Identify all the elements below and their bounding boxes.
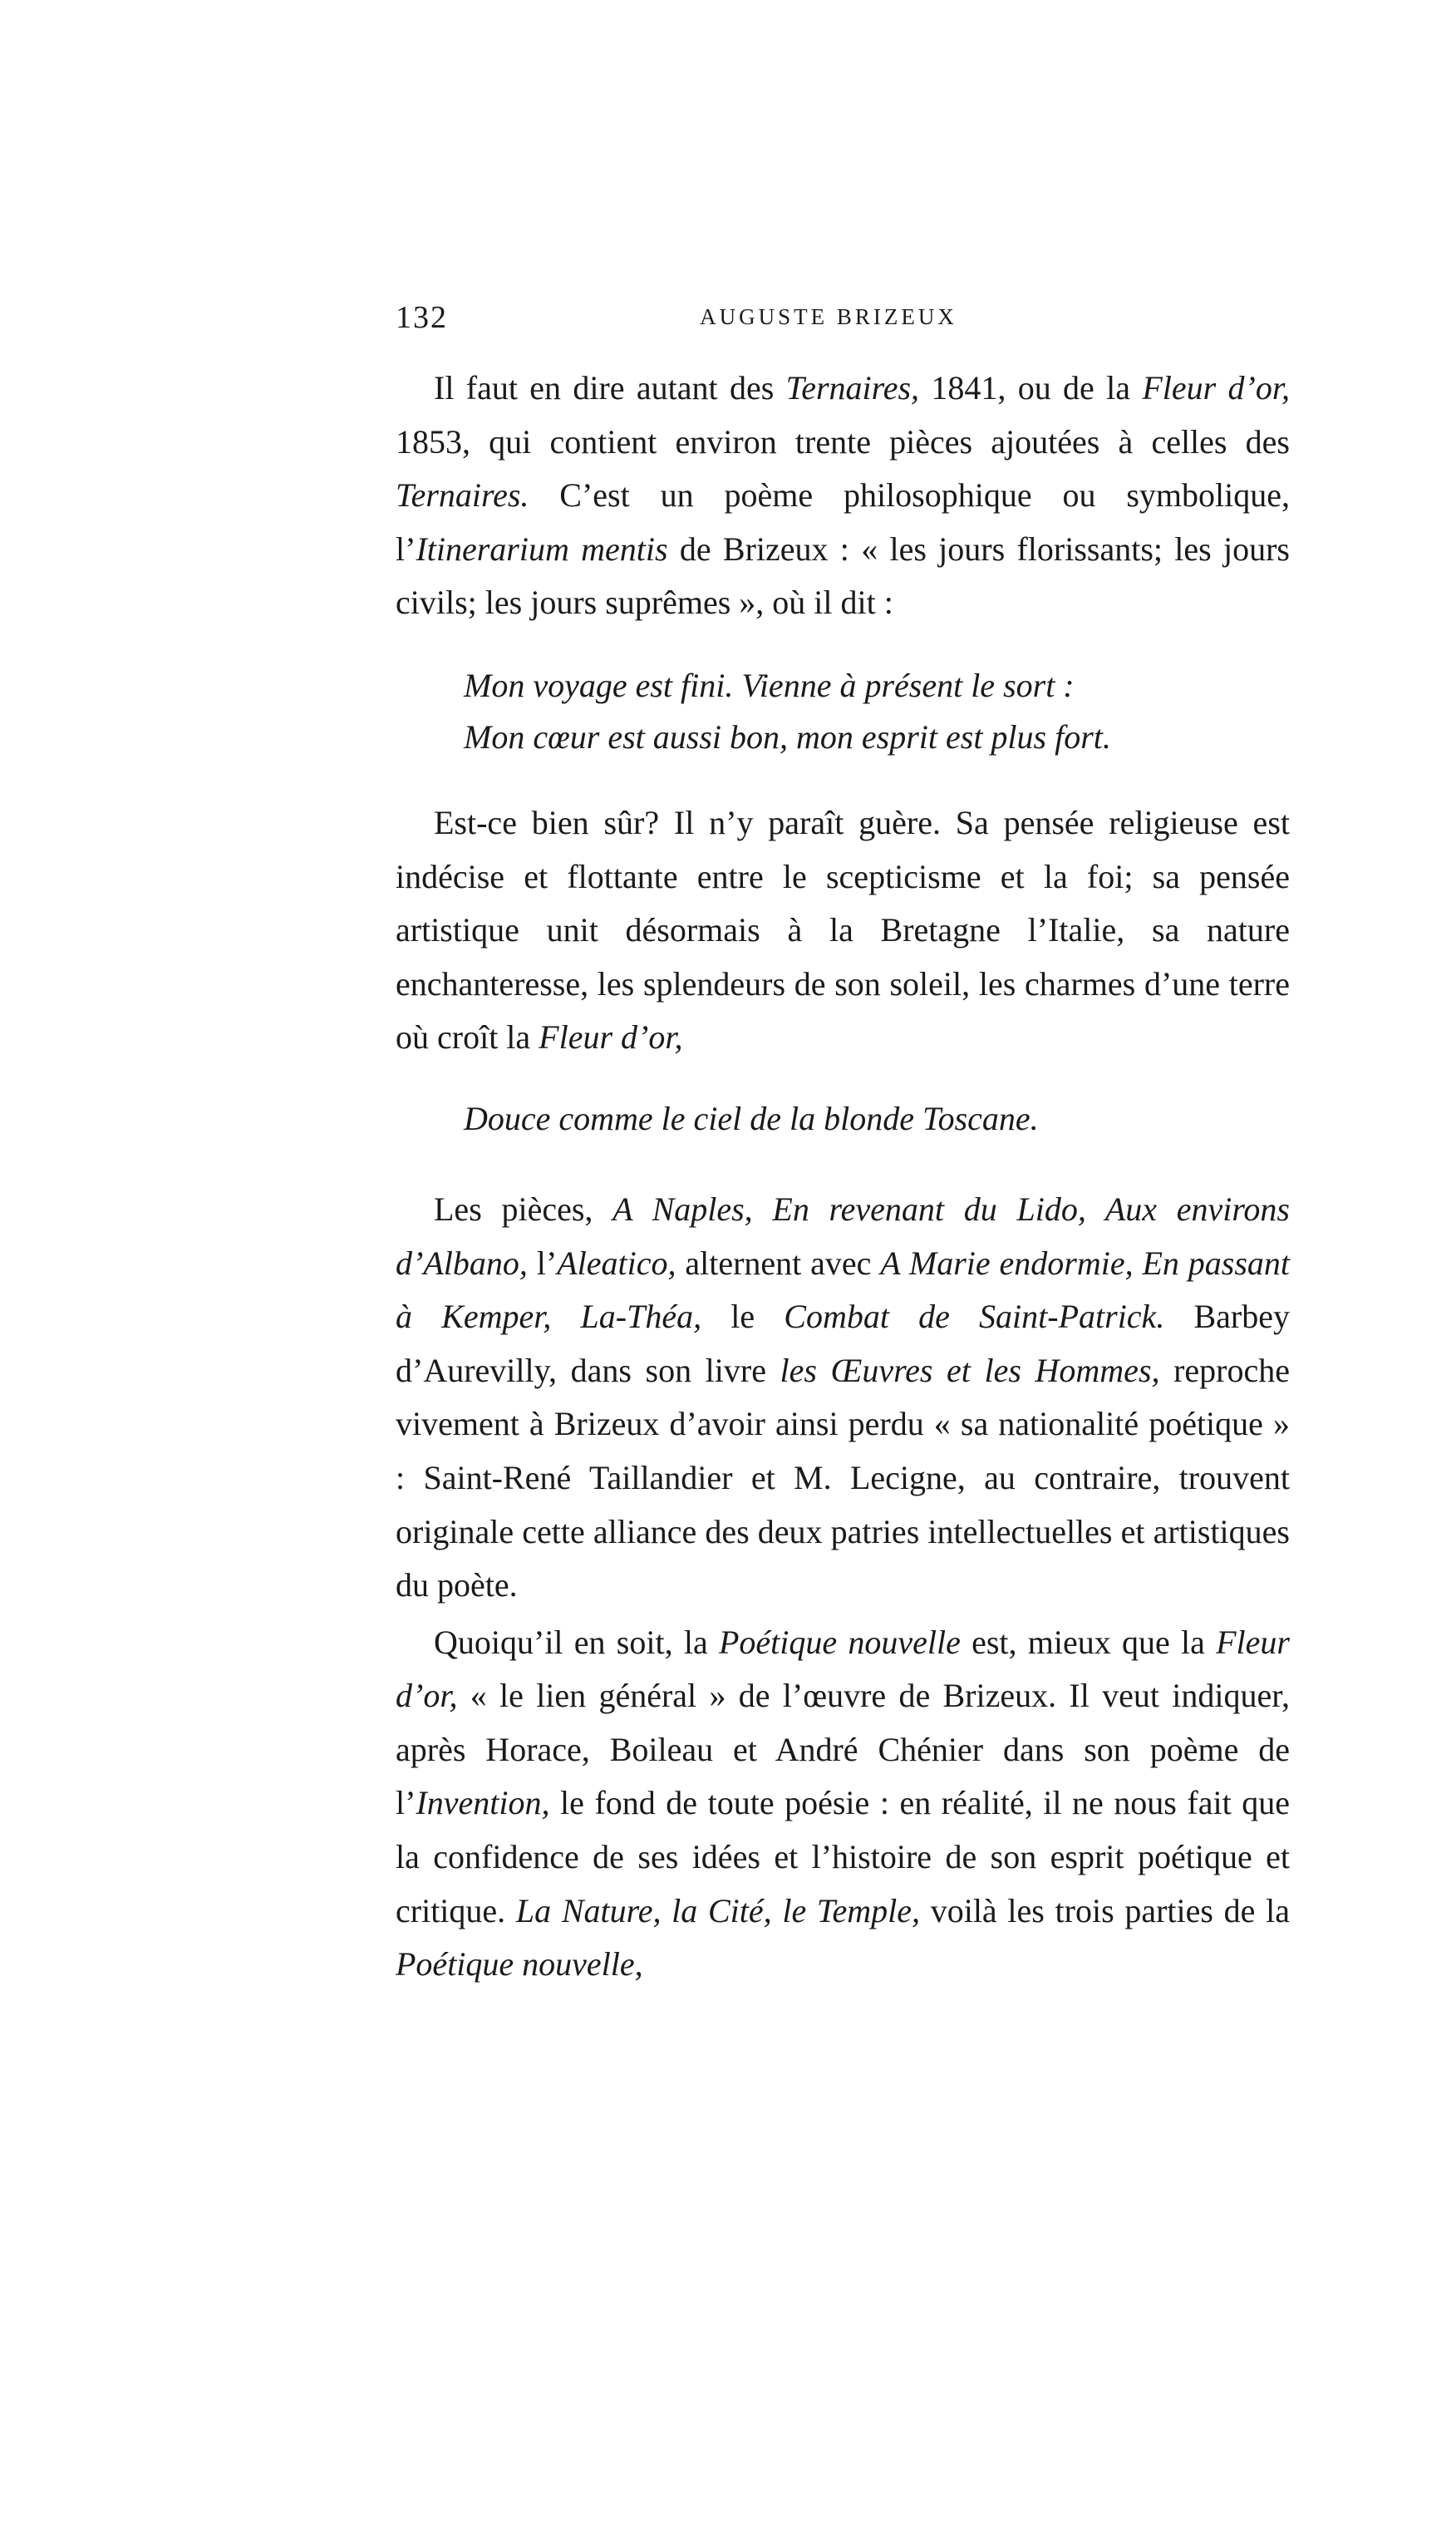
italic-title: Fleur d’or, [396,1623,1290,1715]
text-run: de Brizeux : « les jours florissants; les jours civils; les jours suprêmes », où il dit : [396,530,1290,622]
italic-title: Itinerarium mentis [416,530,668,568]
text-run: 1853, qui contient environ trente pièces ajoutées à celles des [396,422,1290,461]
text-run: Barbey d’Aurevilly, dans son livre [396,1298,1290,1389]
italic-title: La Nature, la Cité, le Temple, [515,1891,920,1929]
running-head: AUGUSTE BRIZEUX [700,304,957,329]
body-text [396,362,1290,1992]
text-run: C’est un poème philosophique ou symbolique, l’ [396,476,1290,568]
paragraph-2 [396,796,1290,1065]
text-run: Il faut en dire autant des [434,369,786,407]
italic-title: les Œuvres et les Hommes, [780,1351,1160,1389]
italic-title: Fleur d’or, [539,1018,683,1057]
text-run: l’ [527,1244,558,1282]
italic-title: Ternaires, [785,369,920,407]
text-run: reproche vivement à Brizeux d’avoir ainsi perdu « sa nationalité poétique » : Saint-René Taillandier et M. Lecigne, au contraire, trouvent originale cette alliance des deux patries intellectuelles et artistiques du poète. [396,1351,1291,1604]
italic-title: A Naples, En revenant du Lido, Aux environs d’Albano, [396,1190,1290,1282]
text-run: le [701,1298,785,1336]
italic-title: Aleatico, [557,1244,676,1282]
text-run: voilà les trois parties de la [920,1891,1290,1929]
page-number: 132 [396,300,448,335]
italic-title: Fleur d’or, [1142,369,1290,407]
verse-line: Mon voyage est fini. Vienne à présent le sort : [464,666,1075,704]
verse-quote-1 [396,660,1290,763]
page-header [396,299,1262,346]
text-run: Quoiqu’il en soit, la [434,1623,719,1661]
text-run: 1841, ou de la [919,369,1143,407]
verse-quote-2 [396,1093,1290,1145]
italic-title: Ternaires. [396,476,529,515]
italic-title: Combat de Saint-Patrick. [784,1298,1165,1336]
text-run: le fond de toute poésie : en réalité, il ne nous fait que la confidence de ses idées et l’histoire de son esprit poétique et critique. [396,1784,1290,1929]
italic-title: Poétique nouvelle, [396,1945,643,1983]
text-run: Les pièces, [434,1190,613,1228]
text-run: Est-ce bien sûr? Il n’y paraît guère. Sa pensée religieuse est indécise et flottante entre le scepticisme et la foi; sa pensée artistique unit désormais à la Bretagne l’Italie, sa nature enchanteresse, les splendeurs de son soleil, les charmes d’une terre où croît la [396,803,1290,1057]
text-run: est, mieux que la [960,1623,1217,1661]
text-run: « le lien général » de l’œuvre de Brizeux. Il veut indiquer, après Horace, Boileau et André Chénier dans son poème de l’ [396,1677,1290,1822]
paragraph-3 [396,1183,1290,1613]
paragraph-4 [396,1616,1290,1992]
verse-line: Douce comme le ciel de la blonde Toscane. [464,1099,1039,1137]
italic-title: Poétique nouvelle [718,1623,961,1661]
paragraph-1 [396,362,1290,630]
verse-line: Mon cœur est aussi bon, mon esprit est plus fort. [464,717,1111,756]
italic-title: A Marie endormie, En passant à Kemper, La-Théa, [396,1244,1290,1336]
text-run: alternent avec [676,1244,881,1282]
italic-title: Invention, [416,1784,550,1822]
